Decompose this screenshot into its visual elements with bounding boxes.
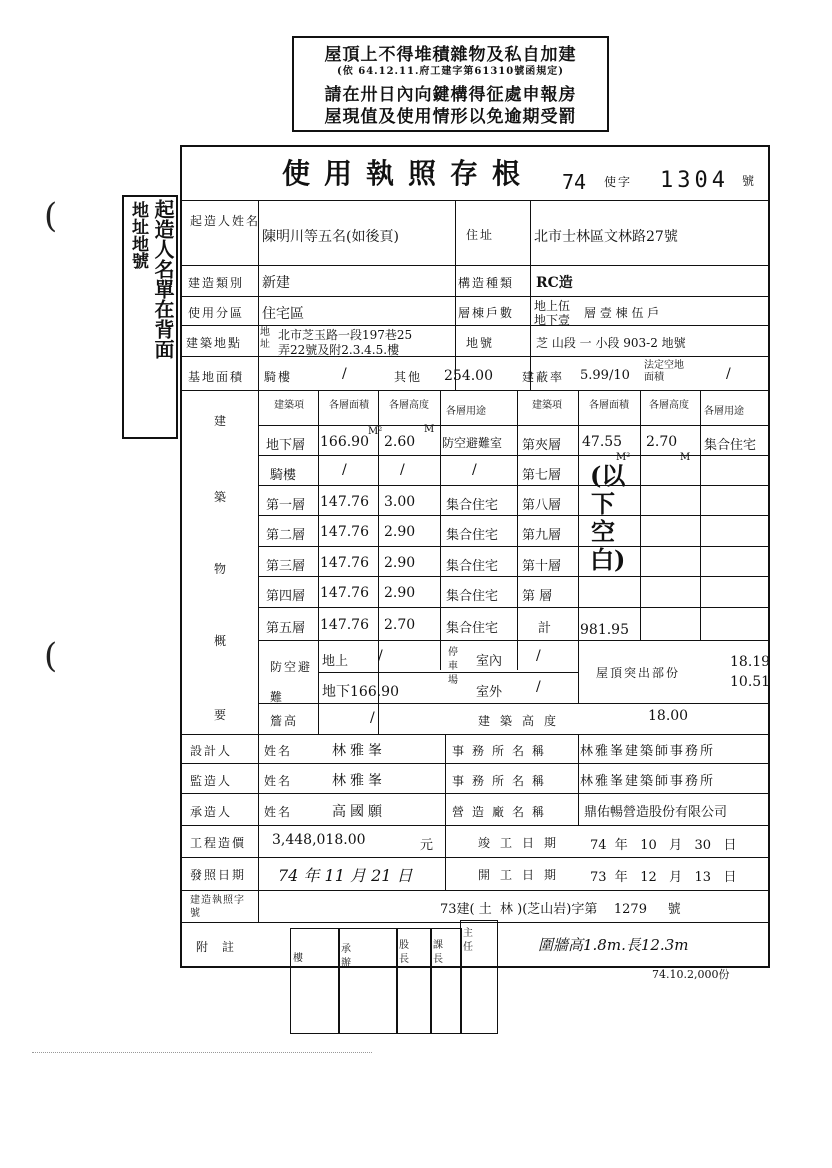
parking-outdoor-value: / (536, 679, 541, 695)
floor-item: 第一層 (266, 498, 306, 513)
address-label: 住址 (466, 228, 495, 242)
bldg-height-value: 18.00 (648, 708, 689, 724)
other-label: 其他 (394, 370, 423, 384)
floor-height: 2.70 (646, 434, 678, 450)
roof-label: 屋頂突出部份 (596, 666, 681, 680)
floor-area: 47.55 (582, 434, 623, 450)
notice-line-2: (依 64.12.11.府工建字第61310號函規定) (337, 66, 564, 77)
stamp-box (396, 928, 432, 1034)
hdr-use: 各層用途 (446, 406, 486, 417)
form-title: 使用執照存根 (282, 157, 535, 190)
start-label: 開工日期 (478, 868, 567, 882)
bldg-height-label: 建築高度 (478, 714, 567, 728)
side-note-owner-text: 起造人名單在背面 (151, 199, 175, 359)
hdr-use-r: 各層用途 (704, 406, 744, 417)
parking-label: 停車場 (448, 647, 458, 686)
floor-use: 集合住宅 (446, 498, 499, 513)
total-area: 981.95 (580, 622, 629, 638)
punch-mark: ( (44, 196, 58, 236)
blank-note: (以下空白) (590, 461, 626, 574)
supervisor-office-label: 事務所名稱 (452, 774, 553, 788)
floor-item: 第二層 (266, 528, 306, 543)
shelter-below-value: 地下166.90 (322, 684, 399, 700)
floors-up: 地上伍 (534, 299, 571, 313)
site-addr-1: 北市芝玉路一段197巷25 (278, 328, 413, 342)
shelter-above-label: 地上 (322, 654, 349, 669)
hdr-height: 各層高度 (389, 400, 429, 411)
shelter-label: 防空避難 (270, 660, 313, 704)
cost-value: 3,448,018.00 (272, 832, 366, 848)
designer-office: 林雅峯建築師事務所 (580, 744, 716, 759)
site-addr-tag: 地址 (260, 327, 270, 350)
floor-height: 2.90 (384, 555, 416, 571)
site-addr-2: 弄22號及附2.3.4.5.樓 (278, 343, 400, 357)
stamp-box (338, 928, 398, 1034)
hdr-area-r: 各層面積 (589, 400, 629, 411)
arcade-label: 騎樓 (264, 370, 293, 384)
hdr-area: 各層面積 (329, 400, 369, 411)
floor-use: / (472, 462, 477, 478)
lot-value: 芝 山段 一 小段 903-2 地號 (536, 336, 686, 350)
floor-item: 第四層 (266, 589, 306, 604)
build-type-label: 建造類別 (188, 276, 245, 290)
floor-use: 集合住宅 (446, 589, 499, 604)
cost-label: 工程造價 (190, 836, 247, 850)
designer-name: 林雅峯 (332, 743, 386, 759)
unit-m2: M² (368, 426, 383, 437)
unit-m2: M² (616, 452, 631, 463)
print-run: 74.10.2,000份 (652, 968, 730, 981)
permit-no-value: 73建( 土 林 )(芝山岩)字第 1279 號 (440, 902, 681, 917)
floor-use: 集合住宅 (446, 621, 499, 636)
zoning-value: 住宅區 (262, 306, 304, 322)
side-note (122, 195, 178, 439)
notice-line-4: 屋現值及使用情形以免逾期受罰 (324, 107, 577, 127)
designer-role: 設計人 (190, 744, 233, 758)
note-label: 附註 (196, 940, 249, 954)
stamp-label: 課長 (433, 940, 443, 965)
floor-use: 集合住宅 (446, 528, 499, 543)
designer-name-label: 姓名 (264, 744, 293, 758)
hdr-item: 建築項 (274, 400, 304, 411)
stamp-label: 股長 (399, 940, 409, 965)
roof-value-1: 18.19 (730, 654, 771, 670)
address-value: 北市士林區文林路27號 (534, 229, 678, 245)
owner-label: 起造人姓名 (190, 214, 261, 228)
coverage-value: 5.99/10 (580, 368, 630, 383)
floors-down: 地下壹 (534, 313, 571, 327)
permit-suffix: 號 (742, 174, 757, 188)
stamp-box (290, 928, 340, 1034)
permit-kind: 使字 (604, 175, 633, 189)
eave-label: 簷高 (270, 714, 299, 728)
notice-line-3: 請在卅日內向鍵構得征處申報房 (324, 85, 577, 105)
structure-value: RC造 (536, 275, 573, 291)
floor-item: 地下層 (266, 438, 306, 453)
side-note-address-text: 地址地號 (128, 201, 148, 269)
floor-item: 第七層 (522, 468, 562, 483)
floor-use: 集合住宅 (446, 559, 499, 574)
hdr-height-r: 各層高度 (649, 400, 689, 411)
total-label: 計 (538, 621, 552, 636)
unit-m: M (680, 452, 691, 463)
note-text: 圍牆高1.8m.長12.3m (538, 936, 689, 954)
supervisor-office: 林雅峯建築師事務所 (580, 774, 716, 789)
floor-area: / (342, 462, 347, 478)
arcade-value: / (342, 366, 347, 382)
contractor-office: 鼎佑暢營造股份有限公司 (584, 805, 728, 820)
side-note-owner (150, 199, 174, 365)
legal-open-label: 法定空地面積 (644, 360, 684, 383)
supervisor-name: 林雅峯 (332, 773, 386, 789)
stamp-label: 主任 (463, 928, 473, 953)
contractor-role: 承造人 (190, 805, 233, 819)
floor-item: 第五層 (266, 621, 306, 636)
parking-indoor-label: 室內 (476, 654, 503, 669)
floor-area: 147.76 (320, 524, 369, 540)
hdr-item-r: 建築項 (532, 400, 562, 411)
contractor-office-label: 營造廠名稱 (452, 805, 553, 819)
floor-use: 防空避難室 (442, 436, 503, 450)
unit-m: M (424, 424, 435, 435)
owner-value: 陳明川等五名(如後頁) (262, 229, 399, 245)
floors-label: 層棟戶數 (458, 306, 515, 320)
site-label: 建築地點 (186, 336, 243, 350)
other-value: 254.00 (444, 368, 493, 384)
floors-rest: 層 壹 棟 伍 戶 (584, 306, 660, 320)
bldg-side-5: 要 (214, 708, 229, 722)
bldg-side-1: 建 (214, 414, 229, 428)
parking-indoor-value: / (536, 648, 541, 664)
permit-no-label: 建造執照字號 (190, 895, 245, 919)
permit-year: 74 (562, 170, 587, 194)
bldg-side-4: 概 (214, 634, 229, 648)
shelter-above-value: / (378, 648, 383, 664)
floor-item: 第夾層 (522, 438, 562, 453)
floor-item: 騎樓 (270, 468, 297, 483)
floor-area: 147.76 (320, 617, 369, 633)
finish-label: 竣工日期 (478, 836, 567, 850)
site-area-label: 基地面積 (188, 370, 245, 384)
bldg-side-2: 築 (214, 490, 229, 504)
floor-height: / (400, 462, 405, 478)
floor-height: 2.70 (384, 617, 416, 633)
floor-area: 147.76 (320, 555, 369, 571)
permit-number: 1304 (660, 168, 729, 193)
floor-height: 2.90 (384, 585, 416, 601)
divider (32, 1052, 372, 1053)
floor-item: 第九層 (522, 528, 562, 543)
floor-item: 第八層 (522, 498, 562, 513)
coverage-label: 建蔽率 (522, 370, 565, 384)
zoning-label: 使用分區 (188, 306, 245, 320)
floor-area: 166.90 (320, 434, 369, 450)
stamp-label: 承辦 (341, 944, 351, 969)
stamp-box (430, 928, 462, 1034)
roof-value-2: 10.51 (730, 674, 771, 690)
floor-height: 3.00 (384, 494, 416, 510)
designer-office-label: 事務所名稱 (452, 744, 553, 758)
legal-open-value: / (726, 366, 731, 382)
lot-label: 地號 (466, 336, 495, 350)
notice-box (292, 36, 609, 132)
start-date: 73 年 12 月 13 日 (590, 870, 737, 885)
floor-item: 第十層 (522, 559, 562, 574)
eave-value: / (370, 710, 375, 726)
stamp-box (460, 920, 498, 1034)
punch-mark: ( (44, 636, 58, 676)
issue-label: 發照日期 (190, 868, 247, 882)
side-note-address (126, 201, 150, 276)
supervisor-name-label: 姓名 (264, 774, 293, 788)
finish-date: 74 年 10 月 30 日 (590, 838, 737, 853)
supervisor-role: 監造人 (190, 774, 233, 788)
structure-label: 構造種類 (458, 276, 515, 290)
parking-outdoor-label: 室外 (476, 685, 503, 700)
floor-item: 第 層 (522, 589, 553, 604)
build-type-value: 新建 (262, 275, 290, 291)
floor-item: 第三層 (266, 559, 306, 574)
stamp-label: 樓 (293, 953, 303, 964)
floor-area: 147.76 (320, 585, 369, 601)
bldg-side-3: 物 (214, 562, 229, 576)
floor-area: 147.76 (320, 494, 369, 510)
notice-line-1: 屋頂上不得堆積雜物及私自加建 (324, 45, 577, 65)
floor-height: 2.90 (384, 524, 416, 540)
contractor-name: 高國願 (332, 804, 386, 820)
contractor-name-label: 姓名 (264, 805, 293, 819)
issue-date: 74 年 11 月 21 日 (278, 866, 413, 885)
floor-use: 集合住宅 (704, 438, 757, 453)
cost-unit: 元 (420, 838, 434, 853)
floor-height: 2.60 (384, 434, 416, 450)
